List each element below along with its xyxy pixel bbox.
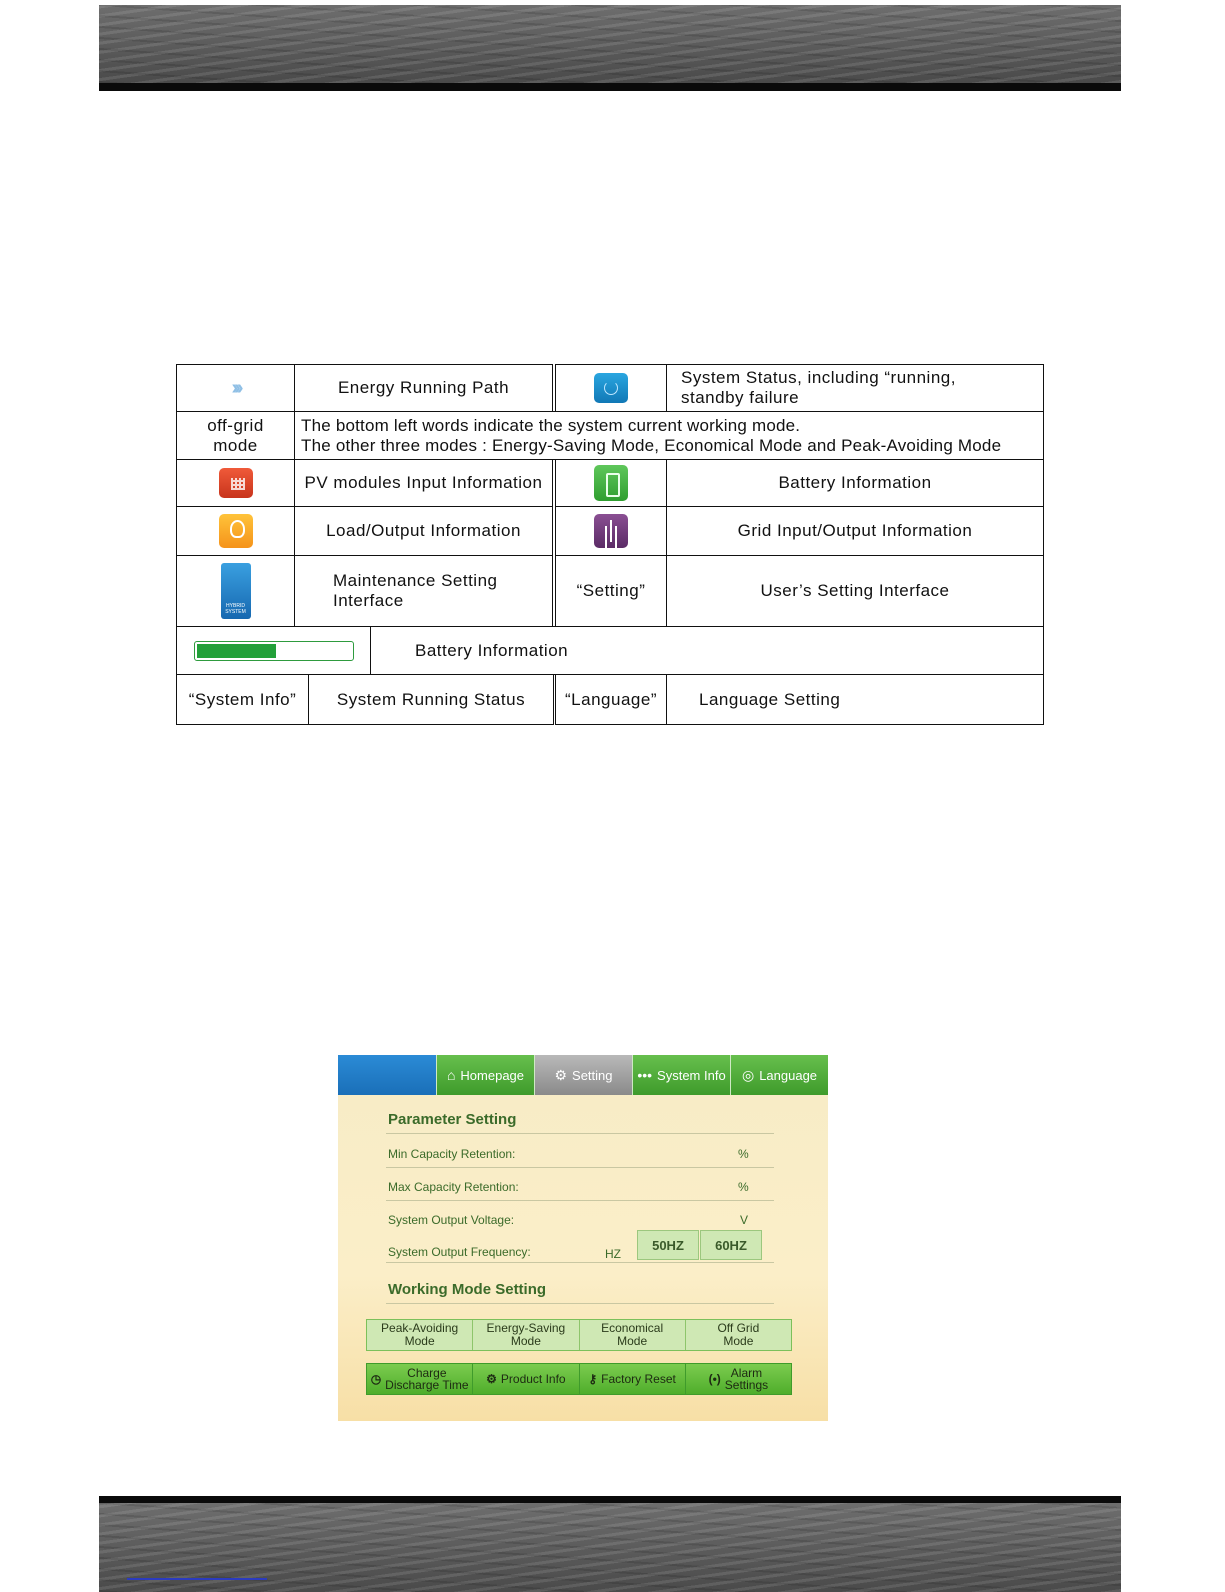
lightbulb-icon bbox=[219, 514, 253, 548]
parameter-setting-title: Parameter Setting bbox=[388, 1111, 517, 1128]
energy-saving-mode-button[interactable]: Energy-Saving Mode bbox=[472, 1320, 578, 1350]
footer-link-underline bbox=[127, 1578, 267, 1580]
max-capacity-label: Max Capacity Retention: bbox=[388, 1180, 519, 1194]
freq-60hz-button[interactable]: 60HZ bbox=[700, 1230, 762, 1260]
divider bbox=[386, 1200, 774, 1201]
divider bbox=[386, 1262, 774, 1263]
legend-cell-sysinfo-desc bbox=[308, 674, 554, 725]
keys-icon: ⚷ bbox=[588, 1372, 598, 1386]
divider bbox=[386, 1133, 774, 1134]
legend-cell-setting-key bbox=[555, 555, 667, 627]
screen-logo-area bbox=[338, 1055, 436, 1095]
legend-cell-energy-path bbox=[294, 364, 553, 412]
function-buttons bbox=[366, 1363, 792, 1395]
legend-cell-pv bbox=[294, 459, 553, 507]
grid-io-label: Grid Input/Output Information bbox=[737, 521, 973, 540]
battery-level-fill bbox=[197, 644, 276, 658]
pv-input-label: PV modules Input Information bbox=[304, 473, 543, 492]
freq-50hz-button[interactable]: 50HZ bbox=[637, 1230, 699, 1260]
dots-icon: ••• bbox=[637, 1067, 653, 1083]
legend-cell-hybrid-icon bbox=[176, 555, 295, 627]
screen-top-bar bbox=[338, 1055, 828, 1095]
output-frequency-unit: HZ bbox=[605, 1247, 621, 1261]
energy-path-label: Energy Running Path bbox=[337, 378, 510, 397]
legend-cell-battery-icon bbox=[555, 459, 667, 507]
divider bbox=[386, 1303, 774, 1304]
max-capacity-unit: % bbox=[738, 1180, 749, 1194]
battery-bar-label: Battery Information bbox=[415, 640, 569, 660]
tab-homepage[interactable]: ⌂ Homepage bbox=[436, 1055, 534, 1095]
language-key-label: “Language” bbox=[565, 689, 657, 709]
power-icon bbox=[594, 373, 628, 403]
min-capacity-unit: % bbox=[738, 1147, 749, 1161]
legend-cell-language-key bbox=[555, 674, 667, 725]
product-info-button[interactable]: ⚙ Product Info bbox=[472, 1364, 578, 1394]
sysinfo-key-label: “System Info” bbox=[188, 689, 297, 709]
energy-path-chevron-icon: ››› bbox=[231, 377, 240, 399]
legend-cell-language-desc bbox=[666, 674, 1044, 725]
offgrid-mode-label: off-grid mode bbox=[207, 415, 264, 455]
divider bbox=[386, 1167, 774, 1168]
economical-mode-button[interactable]: Economical Mode bbox=[579, 1320, 685, 1350]
output-frequency-label: System Output Frequency: bbox=[388, 1245, 531, 1259]
working-mode-buttons bbox=[366, 1319, 792, 1351]
legend-cell-maint bbox=[294, 555, 553, 627]
legend-cell-status bbox=[666, 364, 1044, 412]
legend-cell-sysinfo-key bbox=[176, 674, 309, 725]
battery-icon bbox=[594, 465, 628, 501]
tab-system-info[interactable]: ••• System Info bbox=[632, 1055, 730, 1095]
setting-key-label: “Setting” bbox=[576, 581, 646, 600]
legend-cell-grid-icon bbox=[555, 506, 667, 556]
icon-legend-table bbox=[176, 364, 1044, 725]
maintenance-label: Maintenance Setting Interface bbox=[333, 571, 498, 610]
legend-cell-battery-bar-desc bbox=[370, 626, 1044, 675]
clock-icon: ◷ bbox=[370, 1372, 382, 1386]
battery-level-bar bbox=[194, 641, 354, 661]
peak-avoiding-mode-button[interactable]: Peak-Avoiding Mode bbox=[381, 1321, 459, 1348]
gear-icon: ⚙ bbox=[486, 1372, 497, 1386]
battery-info-label: Battery Information bbox=[778, 473, 932, 492]
load-output-label: Load/Output Information bbox=[326, 521, 521, 540]
mode-description: The bottom left words indicate the system current working mode. The other three modes : Energy-Saving Mode, Economical Mode and Peak-Avoiding Mode bbox=[301, 415, 1002, 455]
legend-cell-pv-icon bbox=[176, 459, 295, 507]
header-band bbox=[99, 5, 1121, 91]
gear-icon: ⚙ bbox=[554, 1066, 568, 1083]
factory-reset-button[interactable]: ⚷ Factory Reset bbox=[579, 1364, 685, 1394]
legend-cell-path-icon bbox=[176, 364, 295, 412]
legend-cell-grid bbox=[666, 506, 1044, 556]
min-capacity-label: Min Capacity Retention: bbox=[388, 1147, 516, 1161]
legend-cell-load-icon bbox=[176, 506, 295, 556]
legend-cell-mode-desc bbox=[294, 411, 1044, 460]
globe-icon: ◎ bbox=[741, 1066, 755, 1083]
legend-cell-setting-desc bbox=[666, 555, 1044, 627]
user-setting-label: User’s Setting Interface bbox=[760, 581, 950, 600]
legend-cell-battery-bar bbox=[176, 626, 371, 675]
legend-cell-power-icon bbox=[555, 364, 667, 412]
home-icon: ⌂ bbox=[446, 1067, 456, 1083]
alarm-icon: (•) bbox=[708, 1372, 721, 1386]
charge-discharge-time-button[interactable]: ◷ Charge Discharge Time bbox=[370, 1366, 469, 1392]
power-tower-icon bbox=[594, 514, 628, 548]
output-voltage-label: System Output Voltage: bbox=[388, 1213, 515, 1227]
solar-panel-icon bbox=[219, 468, 253, 498]
language-desc-label: Language Setting bbox=[699, 689, 841, 709]
off-grid-mode-button[interactable]: Off Grid Mode bbox=[685, 1320, 791, 1350]
working-mode-title: Working Mode Setting bbox=[388, 1281, 547, 1298]
legend-cell-battery bbox=[666, 459, 1044, 507]
alarm-settings-button[interactable]: (•) Alarm Settings bbox=[685, 1364, 791, 1394]
output-voltage-unit: V bbox=[740, 1213, 749, 1227]
system-status-label: System Status, including “running, standby failure bbox=[681, 368, 956, 407]
sysinfo-desc-label: System Running Status bbox=[336, 689, 526, 709]
tab-setting[interactable]: ⚙ Setting bbox=[534, 1055, 632, 1095]
legend-cell-offgrid bbox=[176, 411, 295, 460]
legend-cell-load bbox=[294, 506, 553, 556]
tab-language[interactable]: ◎ Language bbox=[730, 1055, 828, 1095]
hybrid-system-icon: HYBRID SYSTEM bbox=[221, 563, 251, 619]
setting-screen bbox=[338, 1055, 828, 1421]
